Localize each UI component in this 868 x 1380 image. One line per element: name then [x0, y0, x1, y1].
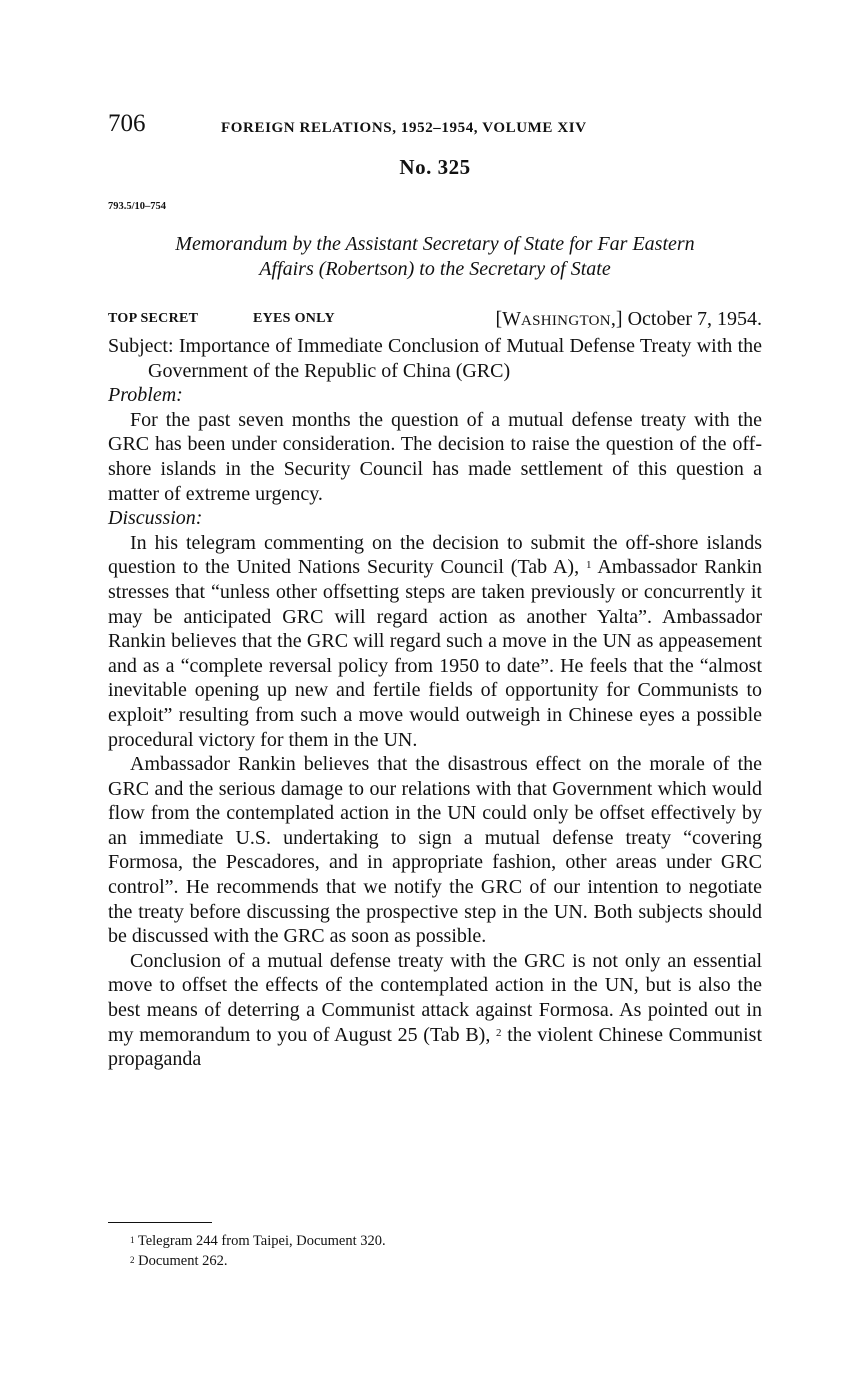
page-number: 706 [108, 110, 146, 137]
file-number: 793.5/10–754 [108, 201, 167, 212]
footnote-mark: 2 [130, 1255, 135, 1265]
footnotes [108, 1231, 762, 1271]
place-smallcaps: ASHINGTON [520, 313, 611, 329]
paragraph-text: Ambassador Rankin stresses that “unless other offsetting steps are taken previously or concurrently it may be anticipated GRC will regard action as another Yalta”. Ambassador Rankin believes that the GRC will regard such a move in the UN as appeasement and as a “complete reversal policy from 1950 to date”. He feels that the “almost inevitable opening up new and fertile fields of opportunity for Communists to exploit” resulting from such a move would outweigh in Chinese eyes a possible procedural victory for them in the UN. [108, 556, 762, 751]
document-title-line-1: Memorandum by the Assistant Secretary of State for Far Eastern [175, 233, 695, 255]
document-number: No. 325 [399, 155, 471, 179]
paragraph-text: the violent Chinese Communist propaganda [108, 1023, 762, 1071]
handling-label: EYES ONLY [253, 311, 335, 326]
footnote-1 [108, 1231, 762, 1251]
discussion-paragraph-3 [108, 949, 762, 1072]
discussion-heading: Discussion: [108, 507, 203, 530]
footnote-2 [108, 1251, 762, 1271]
footnote-divider [108, 1222, 212, 1223]
footnote-text: Telegram 244 from Taipei, Document 320. [137, 1233, 386, 1249]
classification-label: TOP SECRET [108, 311, 199, 326]
document-title [108, 232, 762, 282]
memorandum-body [108, 334, 762, 1072]
date: ,] October 7, 1954. [610, 308, 762, 330]
problem-heading: Problem: [108, 384, 183, 407]
place-prefix: [W [495, 308, 521, 330]
subject-line: Subject: Importance of Immediate Conclusion of Mutual Defense Treaty with the Government of the Republic of China (GRC) [108, 335, 762, 382]
paragraph-text: Conclusion of a mutual defense treaty with the GRC is not only an essential move to offset the effects of the contemplated action in the UN, but is also the best means of deterring a Communist attack against Formosa. As pointed out in my memorandum to you of August 25 (Tab B), [108, 949, 762, 1046]
document-title-line-2: Affairs (Robertson) to the Secretary of State [259, 258, 611, 280]
discussion-paragraph-2: Ambassador Rankin believes that the disastrous effect on the morale of the GRC and the serious damage to our relations with that Government which would flow from the contemplated action in the UN could only be offset effectively by an immediate U.S. undertaking to sign a mutual defense treaty “covering Formosa, the Pescadores, and in appropriate fashion, other areas under GRC control”. He recommends that we notify the GRC of our intention to negotiate the treaty before discussing the prospective step in the UN. Both subjects should be discussed with the GRC as soon as possible. [108, 753, 762, 948]
discussion-paragraph-1 [108, 531, 762, 752]
footnote-reference-2[interactable]: 2 [496, 1026, 502, 1039]
running-head: FOREIGN RELATIONS, 1952–1954, VOLUME XIV [221, 120, 587, 136]
footnote-text: Document 262. [138, 1253, 228, 1269]
place-date [495, 308, 762, 331]
footnote-reference-1[interactable]: 1 [586, 559, 592, 572]
problem-paragraph: For the past seven months the question of a mutual defense treaty with the GRC has been under consideration. The decision to raise the question of the off-shore islands in the Security Council has made settlement of this question a matter of extreme urgency. [108, 408, 762, 505]
paragraph-text: In his telegram commenting on the decision to submit the off-shore islands question to the United Nations Security Council (Tab A), [108, 531, 762, 579]
classification-row [108, 308, 762, 332]
footnote-mark: 1 [130, 1235, 135, 1245]
page-header [108, 110, 762, 144]
